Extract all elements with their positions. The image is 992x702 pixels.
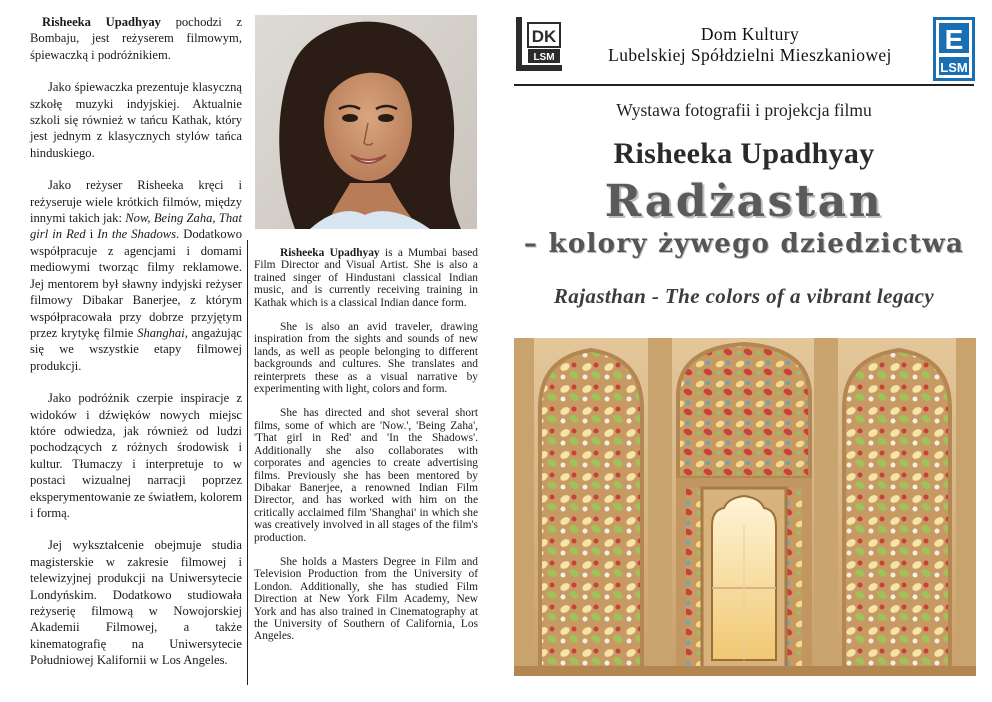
pl-bio-p3-and: i xyxy=(85,227,98,242)
organization-name xyxy=(568,24,932,66)
artist-portrait-photo xyxy=(255,15,477,229)
pl-bio-p1-text: pochodzi z Bombaju, jest reżyserem filmowym, śpiewaczką i podróżnikiem. xyxy=(30,15,242,62)
column-divider xyxy=(247,240,248,685)
esm-logo-lsm: LSM xyxy=(940,60,968,75)
en-bio-paragraph-3: She has directed and shot several short films, some of which are 'Now.', 'Being Zaha', 'That girl in Red' and 'In the Shadows'. Additionally she also collaborates with corporates and agencies to create advertising films. Previously she has been mentored by Dibakar Banerjee, a renowned Indian Film Director, and has worked with him on the critically acclaimed film 'Shanghai' in which she was creatively involved in all stages of the film's production. xyxy=(254,407,478,544)
header-rule xyxy=(514,84,974,86)
pl-bio-artist-name: Risheeka Upadhyay xyxy=(42,15,161,29)
artist-name-heading: Risheeka Upadhyay xyxy=(613,137,875,170)
pl-bio-p3-c: , angażując się we wszystkie etapy filmowej produkcji. xyxy=(30,325,242,373)
jali-window-illustration xyxy=(514,338,976,676)
dk-logo-lsm: LSM xyxy=(533,52,555,63)
pl-bio-film-titles: Now, Being Zaha, That girl in Red xyxy=(30,211,242,242)
poster-title: Radżastan xyxy=(604,176,884,227)
dk-logo-letters: DK xyxy=(531,27,557,46)
esm-logo-letter: E xyxy=(944,24,964,55)
poster-subtitle: – kolory żywego dziedzictwa xyxy=(523,229,965,259)
portrait-illustration xyxy=(255,15,477,229)
en-bio-paragraph-1 xyxy=(254,247,478,309)
en-bio-paragraph-4: She holds a Masters Degree in Film and Television Production from the University of London. Additionally, she has studied Film Direction at New York Film Academy, New York and has also trained in Cinematography at the University of Southern of California, Los Angeles. xyxy=(254,555,478,643)
org-name-line-2: Lubelskiej Spółdzielni Mieszkaniowej xyxy=(608,45,892,65)
rajasthan-window-photo xyxy=(514,338,976,676)
esm-lsm-logo-icon xyxy=(933,17,975,81)
exhibition-subtitle: Wystawa fotografii i projekcja filmu xyxy=(616,100,872,120)
polish-biography xyxy=(30,14,242,685)
english-biography xyxy=(254,247,478,655)
pl-bio-paragraph-2: Jako śpiewaczka prezentuje klasyczną szkołę muzyki indyjskiej. Aktualnie szkoli się również w tańcu Kathak, który jest jednym z klasycznych stylów tańca hinduskiego. xyxy=(30,80,242,160)
pl-bio-p3-b: . Dodatkowo współpracuje z agencjami i domami mediowymi tworząc filmy reklamowe. Jej mentorem był sławny indyjski reżyser filmowy Dibakar Banerjee, z którym współpracowała przy dobrze przyjętym przez krytykę filmie xyxy=(30,227,243,340)
en-bio-artist-name: Risheeka Upadhyay xyxy=(280,247,380,259)
pl-bio-paragraph-4: Jako podróżnik czerpie inspiracje z widoków i dźwięków nowych miejsc które odwiedza, jak również od ludzi pochodzących z różnych środowisk i kultur. Tłumaczy i interpretuje to w postaci wizualnej narracji poprzez eksperymentowanie ze światłem, kolorem i formą. xyxy=(30,391,242,520)
pl-bio-film-shadows: In the Shadows xyxy=(97,227,177,242)
pl-bio-paragraph-5: Jej wykształcenie obejmuje studia magisterskie w zakresie filmowej i telewizyjnej produkcji na Uniwersytecie Londyńskim. Dodatkowo studiowała reżyserię filmową w Nowojorskiej Akademii Filmowej, a także kinematografię na Uniwersytecie Południowej Kalifornii w Los Angeles. xyxy=(30,538,242,668)
en-bio-paragraph-2: She is also an avid traveler, drawing inspiration from the sights and sounds of new lands, as well as people belonging to different backgrounds and cultures. She translates and reinterprets these as a visual narrative by experimenting with light, colors and form. xyxy=(254,321,478,396)
org-name-line-1: Dom Kultury xyxy=(700,24,800,44)
en-bio-p1-text: is a Mumbai based Film Director and Visual Artist. She is also a trained singer of Hindustani classical Indian music, and is currently receiving training in Kathak which is a classical Indian dance form. xyxy=(254,247,479,309)
pl-bio-paragraph-3 xyxy=(30,177,242,374)
dk-lsm-logo-icon xyxy=(516,17,562,71)
pl-bio-paragraph-1 xyxy=(30,14,242,63)
pl-bio-film-shanghai: Shanghai xyxy=(137,325,185,340)
poster-title-english: Rajasthan - The colors of a vibrant legacy xyxy=(553,284,935,308)
pl-bio-p3-a: Jako reżyser Risheeka kręci i reżyseruje wiele krótkich filmów, między innymi takich jak: xyxy=(30,178,242,226)
